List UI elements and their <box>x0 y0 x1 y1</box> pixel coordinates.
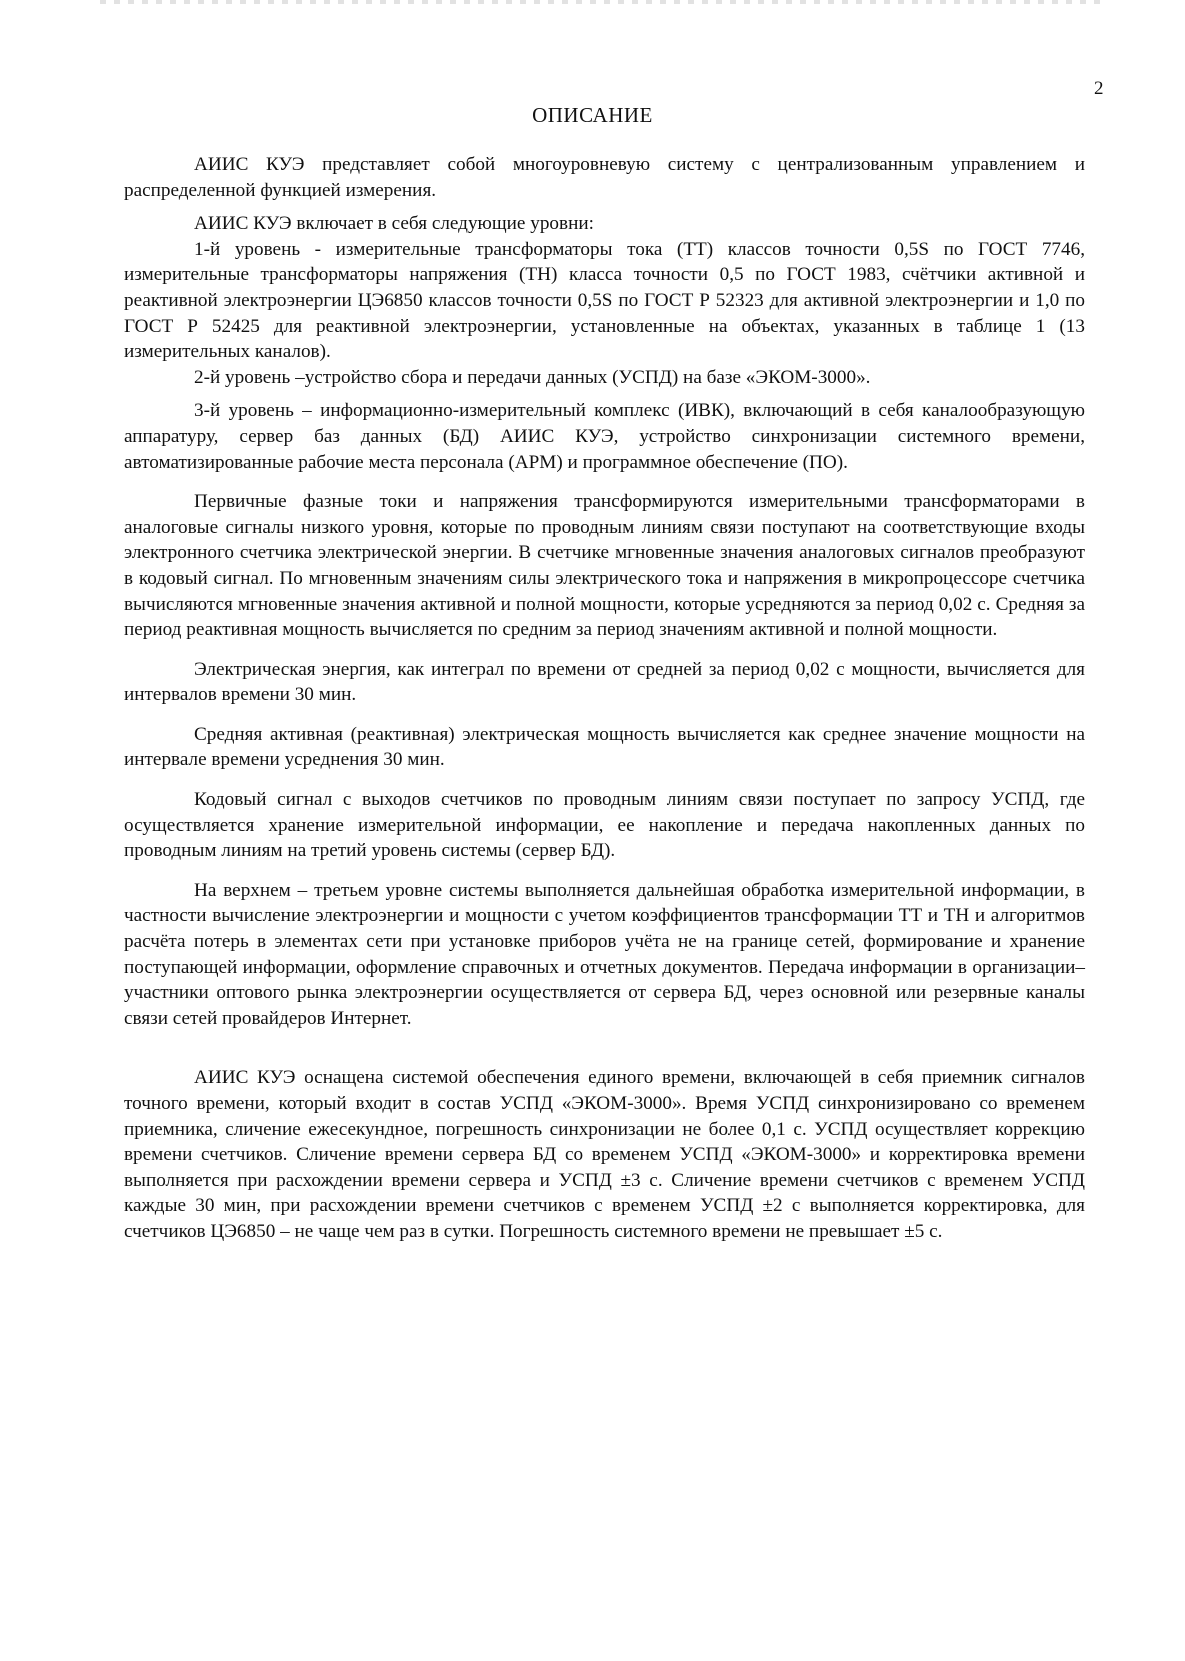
paragraph-upper-level: На верхнем – третьем уровне системы выполняется дальнейшая обработка измерительной информации, в частности вычисление электроэнергии и мощности с учетом коэффициентов трансформации ТТ и ТН и алгоритмов расчёта потерь в элементах сети при установке приборов учёта не на границе сетей, формирование и хранение поступающей информации, оформление справочных и отчетных документов. Передача информации в организации–участники оптового рынка электроэнергии осуществляется от сервера БД, через основной или резервные каналы связи сетей провайдеров Интернет. <box>124 879 1085 1029</box>
page-number: 2 <box>1094 78 1104 99</box>
paragraph-code-signal: Кодовый сигнал с выходов счетчиков по проводным линиям связи поступает по запросу УСПД, где осуществляется хранение измерительной информации, ее накопление и передача накопленных данных по проводным линиям на третий уровень системы (сервер БД). <box>124 789 1085 862</box>
document-body <box>124 152 1085 1245</box>
paragraph-time-system: АИИС КУЭ оснащена системой обеспечения единого времени, включающей в себя приемник сигналов точного времени, который входит в состав УСПД «ЭКОМ-3000». Время УСПД синхронизировано со временем приемника, сличение ежесекундное, погрешность синхронизации не более 0,1 с. УСПД осуществляет коррекцию времени счетчиков. Сличение времени сервера БД со временем УСПД «ЭКОМ-3000» и корректировка времени выполняется при расхождении времени сервера и УСПД ±3 с. Сличение времени счетчиков с временем УСПД каждые 30 мин, при расхождении времени счетчиков с временем УСПД ±2 с выполняется корректировка, для счетчиков ЦЭ6850 – не чаще чем раз в сутки. Погрешность системного времени не превышает ±5 с. <box>124 1067 1085 1242</box>
page-title: ОПИСАНИЕ <box>532 103 653 127</box>
paragraph-level-2: 2-й уровень –устройство сбора и передачи данных (УСПД) на базе «ЭКОМ-3000». <box>194 366 871 388</box>
paragraph-electric-energy: Электрическая энергия, как интеграл по времени от средней за период 0,02 с мощности, вычисляется для интервалов времени 30 мин. <box>124 658 1085 706</box>
paragraph-levels-heading: АИИС КУЭ включает в себя следующие уровни: <box>194 213 594 235</box>
scan-artifact-line <box>100 0 1100 4</box>
paragraph-intro: АИИС КУЭ представляет собой многоуровневую систему с централизованным управлением и распределенной функцией измерения. <box>124 154 1085 201</box>
paragraph-level-3: 3-й уровень – информационно-измерительный комплекс (ИВК), включающий в себя каналообразующую аппаратуру, сервер баз данных (БД) АИИС КУЭ, устройство синхронизации системного времени, автоматизированные рабочие места персонала (АРМ) и программное обеспечение (ПО). <box>124 400 1085 473</box>
paragraph-average-power: Средняя активная (реактивная) электрическая мощность вычисляется как среднее значение мощности на интервале времени усреднения 30 мин. <box>124 723 1085 771</box>
paragraph-primary-currents: Первичные фазные токи и напряжения трансформируются измерительными трансформаторами в аналоговые сигналы низкого уровня, которые по проводным линиям связи поступают на соответствующие входы электронного счетчика электрической энергии. В счетчике мгновенные значения аналоговых сигналов преобразуют в кодовый сигнал. По мгновенным значениям силы электрического тока и напряжения в микропроцессоре счетчика вычисляются мгновенные значения активной и полной мощности, которые усредняются за период 0,02 с. Средняя за период реактивная мощность вычисляется по средним за период значениям активной и полной мощности. <box>124 491 1085 641</box>
paragraph-level-1: 1-й уровень - измерительные трансформаторы тока (ТТ) классов точности 0,5S по ГОСТ 7746, измерительные трансформаторы напряжения (ТН) класса точности 0,5 по ГОСТ 1983, счётчики активной и реактивной электроэнергии ЦЭ6850 классов точности 0,5S по ГОСТ Р 52323 для активной электроэнергии и 1,0 по ГОСТ Р 52425 для реактивной электроэнергии, установленные на объектах, указанных в таблице 1 (13 измерительных каналов). <box>124 238 1085 363</box>
